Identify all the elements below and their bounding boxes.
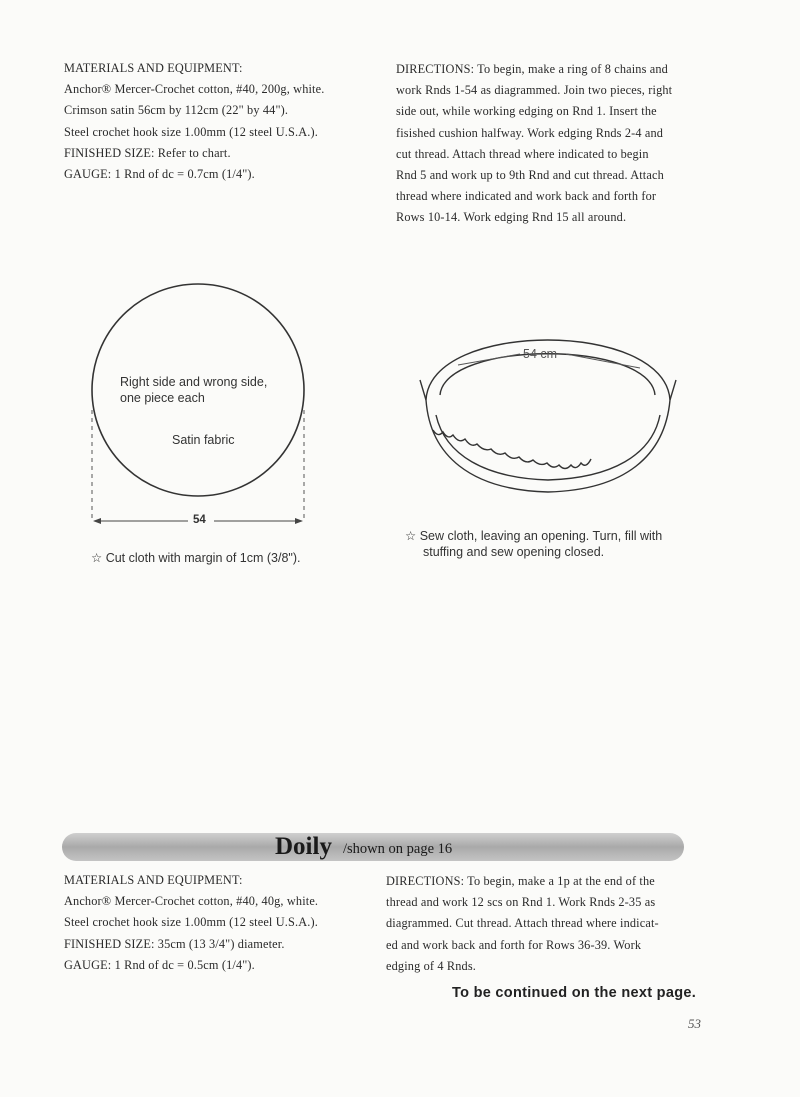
fabric-label-line1: Right side and wrong side, (120, 375, 268, 389)
directions-line: DIRECTIONS: To begin, make a ring of 8 chains and (396, 62, 668, 76)
right-caption-line2: stuffing and sew opening closed. (423, 545, 605, 559)
cushion-dimension-label: 54 cm (523, 347, 558, 361)
directions-line: edging of 4 Rnds. (386, 958, 476, 973)
left-figure-caption (91, 550, 301, 566)
directions-line: work Rnds 1-54 as diagrammed. Join two pieces, right (396, 83, 673, 98)
materials-line: Steel crochet hook size 1.00mm (12 steel U.S.A.). (64, 915, 318, 930)
right-figure-caption (405, 528, 662, 560)
materials-line: Anchor® Mercer-Crochet cotton, #40, 200g, white. (64, 82, 325, 97)
right-caption-line1: Sew cloth, leaving an opening. Turn, fill with (419, 529, 663, 543)
left-caption-text: Cut cloth with margin of 1cm (3/8"). (105, 551, 301, 565)
satin-fabric-label: Satin fabric (172, 433, 235, 447)
fabric-circle (92, 284, 304, 496)
arrowhead-left (93, 518, 101, 524)
directions-line: Rnd 5 and work up to 9th Rnd and cut thread. Attach (396, 167, 664, 182)
finished-size: FINISHED SIZE: 35cm (13 3/4") diameter. (64, 936, 285, 951)
directions-line: diagrammed. Cut thread. Attach thread where indicat- (386, 916, 659, 931)
materials-line: Crimson satin 56cm by 112cm (22" by 44"). (64, 103, 289, 118)
page-number: 53 (688, 1016, 701, 1031)
cushion-diagram (420, 340, 676, 492)
doily-materials (64, 870, 364, 976)
section-subtitle: /shown on page 16 (343, 841, 453, 857)
directions-line: cut thread. Attach thread where indicated to begin (396, 146, 649, 161)
circle-dimension-label: 54 (193, 514, 206, 526)
directions-line: fisished cushion halfway. Work edging Rnds 2-4 and (396, 125, 664, 140)
arrowhead-right (295, 518, 303, 524)
materials-heading: MATERIALS AND EQUIPMENT: (64, 61, 243, 75)
gauge: GAUGE: 1 Rnd of dc = 0.7cm (1/4"). (64, 166, 255, 181)
materials-line: Anchor® Mercer-Crochet cotton, #40, 40g, white. (64, 894, 319, 909)
finished-size: FINISHED SIZE: Refer to chart. (64, 145, 231, 160)
materials-heading: MATERIALS AND EQUIPMENT: (64, 873, 243, 887)
directions-line: DIRECTIONS: To begin, make a 1p at the end of the (386, 874, 655, 888)
fabric-label-line2: one piece each (120, 391, 205, 405)
star-icon: ☆ (91, 551, 103, 565)
star-icon: ☆ (405, 529, 417, 543)
materials-line: Steel crochet hook size 1.00mm (12 steel U.S.A.). (64, 124, 318, 139)
directions-line: Rows 10-14. Work edging Rnd 15 all around. (396, 210, 627, 225)
continued-note: To be continued on the next page. (452, 985, 697, 1001)
section-title: Doily (275, 833, 332, 860)
gauge: GAUGE: 1 Rnd of dc = 0.5cm (1/4"). (64, 957, 255, 972)
directions-line: thread where indicated and work back and forth for (396, 189, 657, 204)
directions-line: thread and work 12 scs on Rnd 1. Work Rnds 2-35 as (386, 895, 656, 910)
directions-line: side out, while working edging on Rnd 1. Insert the (396, 104, 657, 119)
doily-directions (386, 871, 686, 977)
directions-line: ed and work back and forth for Rows 36-39. Work (386, 937, 642, 952)
cushion-dimension-left (458, 354, 520, 365)
cushion-dimension-right (566, 354, 640, 368)
